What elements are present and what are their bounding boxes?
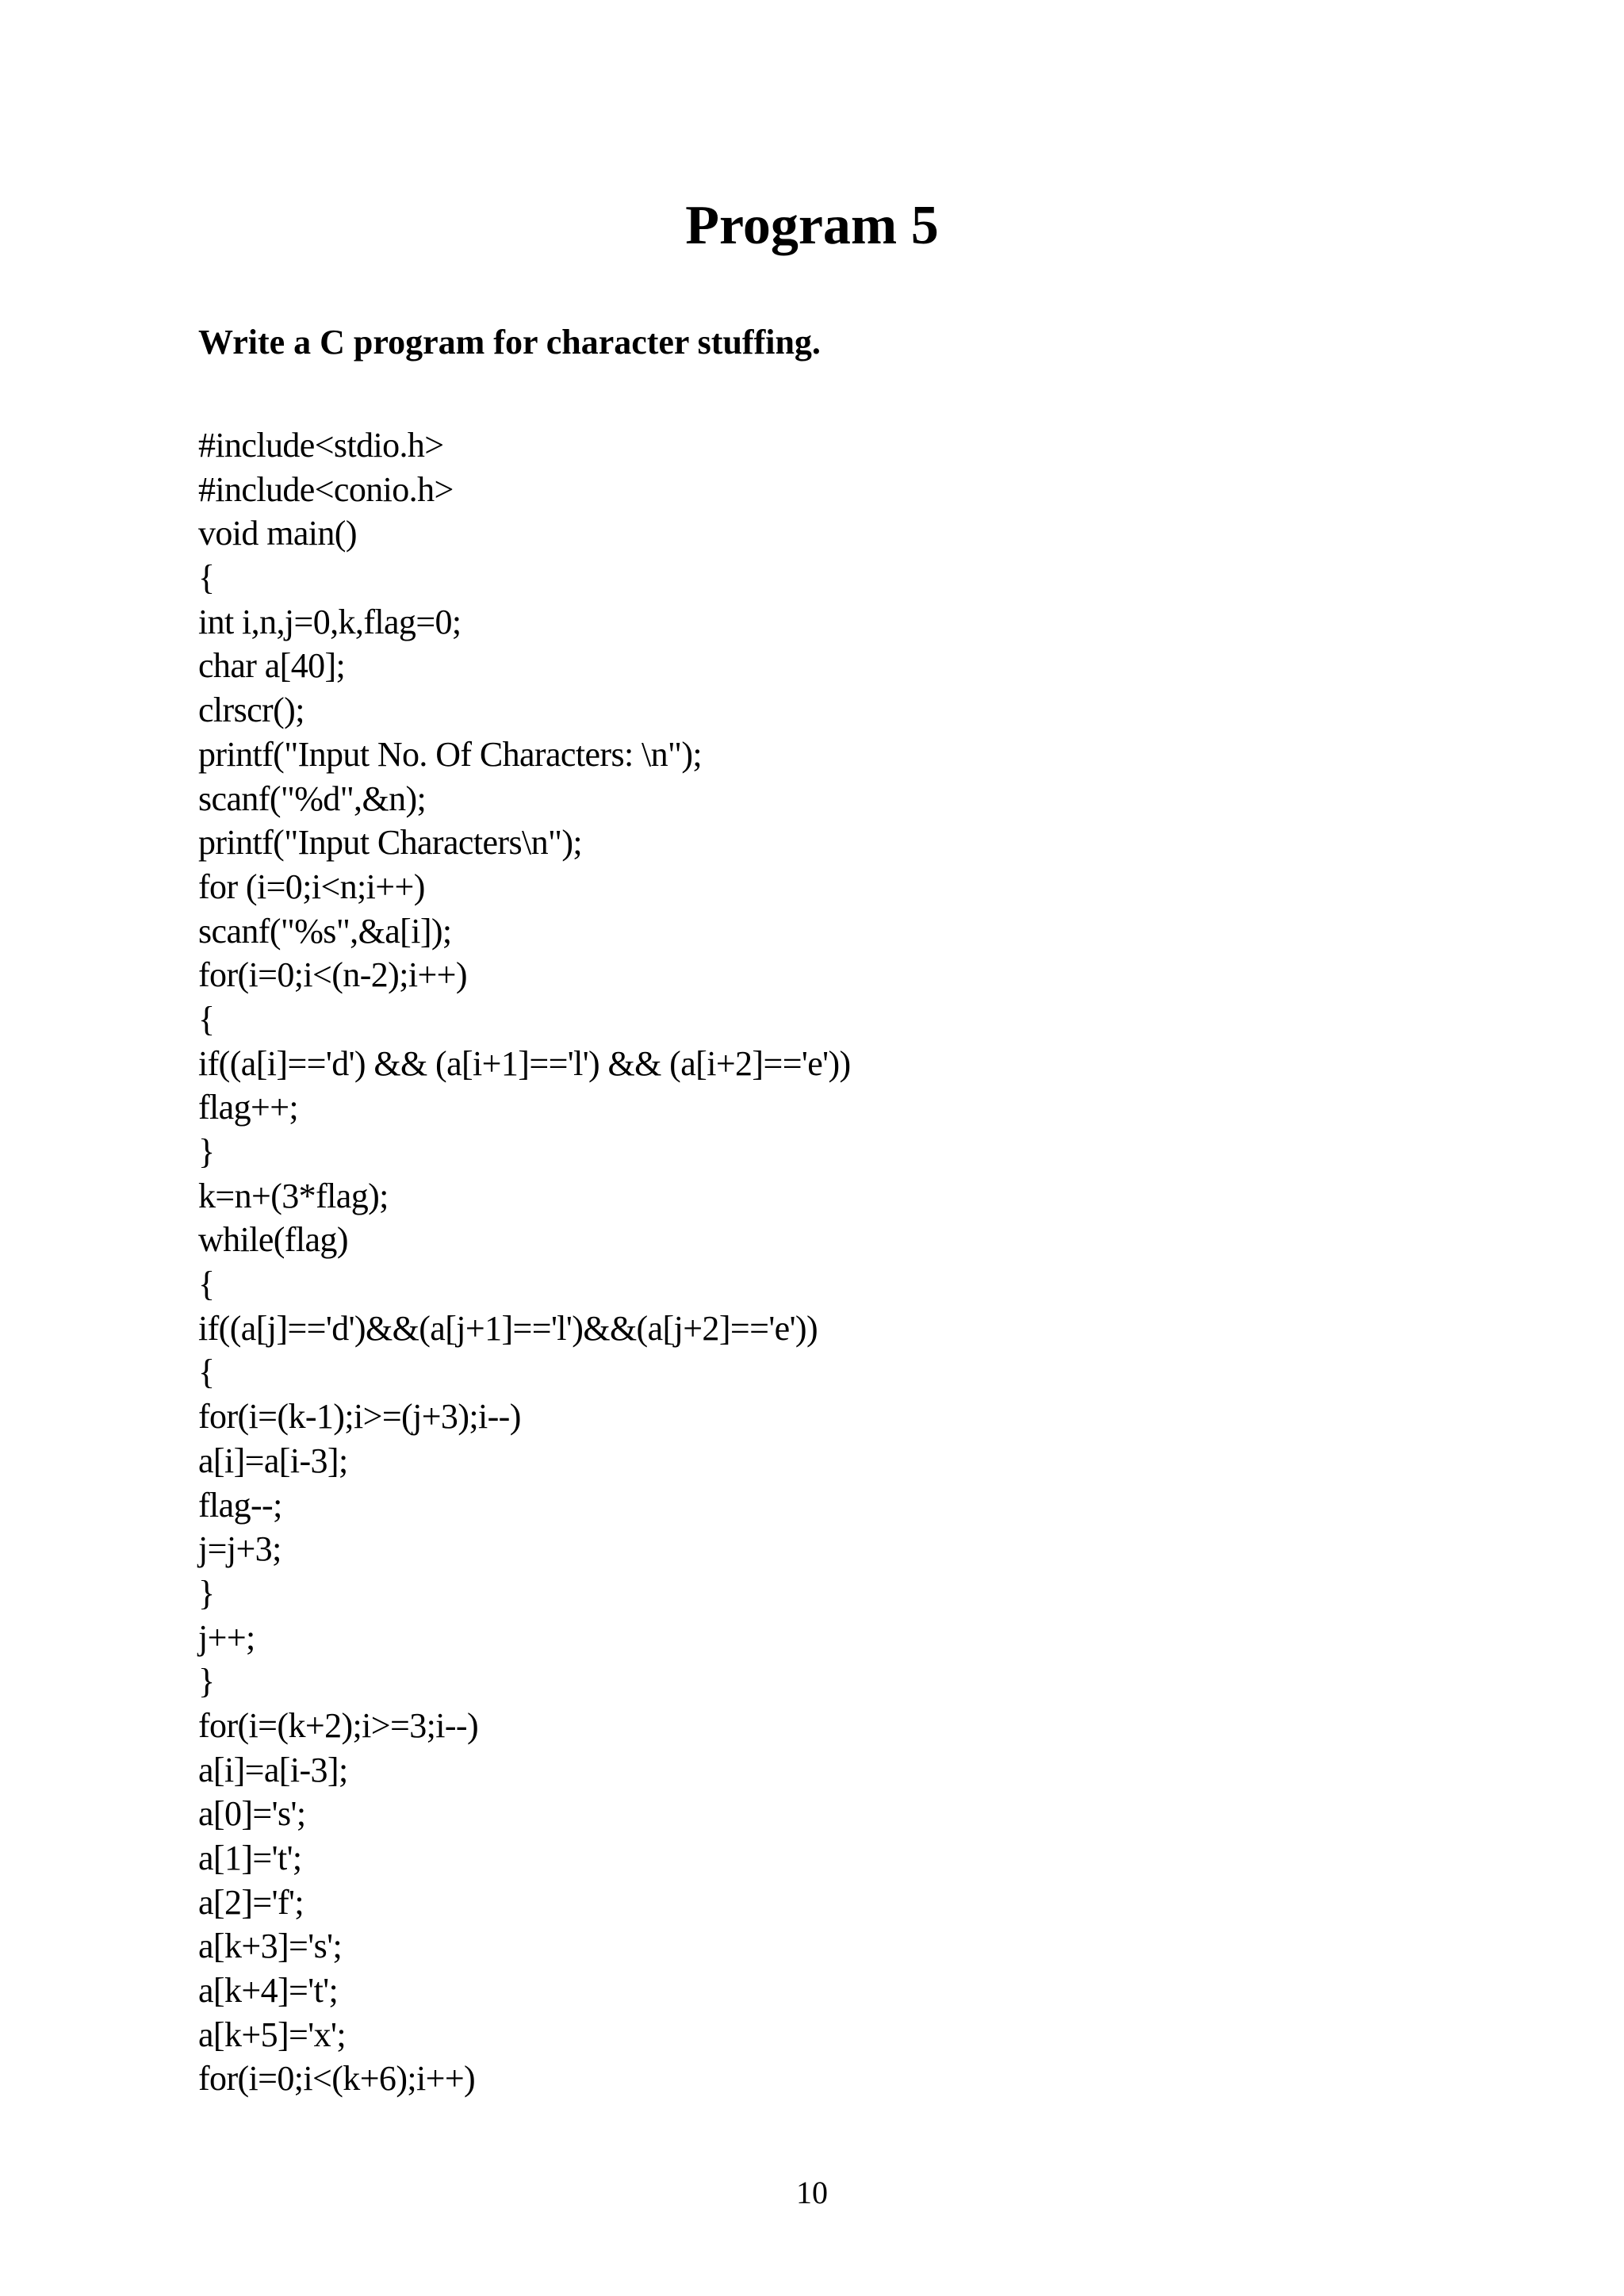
code-line: { xyxy=(198,1353,215,1392)
code-line: flag--; xyxy=(198,1485,282,1525)
code-line: scanf("%d",&n); xyxy=(198,779,427,818)
code-line: clrscr(); xyxy=(198,691,304,730)
code-line: void main() xyxy=(198,514,357,553)
code-line: char a[40]; xyxy=(198,646,346,686)
code-line: } xyxy=(198,1132,215,1171)
code-line: { xyxy=(198,558,215,598)
code-line: { xyxy=(198,999,215,1039)
code-line: int i,n,j=0,k,flag=0; xyxy=(198,602,462,641)
code-line: j++; xyxy=(198,1617,255,1657)
code-line: a[k+4]='t'; xyxy=(198,1971,339,2011)
question-text: Write a C program for character stuffing. xyxy=(198,323,821,362)
code-line: a[k+3]='s'; xyxy=(198,1927,343,1966)
code-line: if((a[j]=='d')&&(a[j+1]=='l')&&(a[j+2]=='e')) xyxy=(198,1308,818,1348)
page-title: Program 5 xyxy=(685,195,939,256)
code-line: } xyxy=(198,1573,215,1613)
code-line: while(flag) xyxy=(198,1220,348,1260)
code-line: if((a[i]=='d') && (a[i+1]=='l') && (a[i+2]=='e')) xyxy=(198,1043,851,1083)
code-line: scanf("%s",&a[i]); xyxy=(198,911,452,951)
code-line: a[i]=a[i-3]; xyxy=(198,1750,348,1789)
code-line: flag++; xyxy=(198,1088,299,1127)
code-line: for(i=(k-1);i>=(j+3);i--) xyxy=(198,1397,521,1437)
code-line: j=j+3; xyxy=(198,1529,282,1569)
code-line: for(i=(k+2);i>=3;i--) xyxy=(198,1705,478,1745)
page-number: 10 xyxy=(796,2175,828,2210)
code-line: #include<stdio.h> xyxy=(198,426,444,465)
code-line: k=n+(3*flag); xyxy=(198,1176,389,1215)
code-line: for (i=0;i<n;i++) xyxy=(198,867,425,906)
code-line: { xyxy=(198,1265,215,1304)
code-line: for(i=0;i<(n-2);i++) xyxy=(198,955,467,995)
code-line: a[1]='t'; xyxy=(198,1839,302,1877)
code-line: a[0]='s'; xyxy=(198,1794,306,1834)
code-line: a[i]=a[i-3]; xyxy=(198,1441,348,1480)
code-line: printf("Input No. Of Characters: \n"); xyxy=(198,734,703,774)
code-listing xyxy=(198,423,1467,2101)
code-line: } xyxy=(198,1662,215,1701)
code-line: a[2]='f'; xyxy=(198,1882,304,1922)
code-line: #include<conio.h> xyxy=(198,469,454,509)
code-line: a[k+5]='x'; xyxy=(198,2015,346,2054)
code-line: printf("Input Characters\n"); xyxy=(198,823,583,863)
code-line: for(i=0;i<(k+6);i++) xyxy=(198,2059,476,2099)
